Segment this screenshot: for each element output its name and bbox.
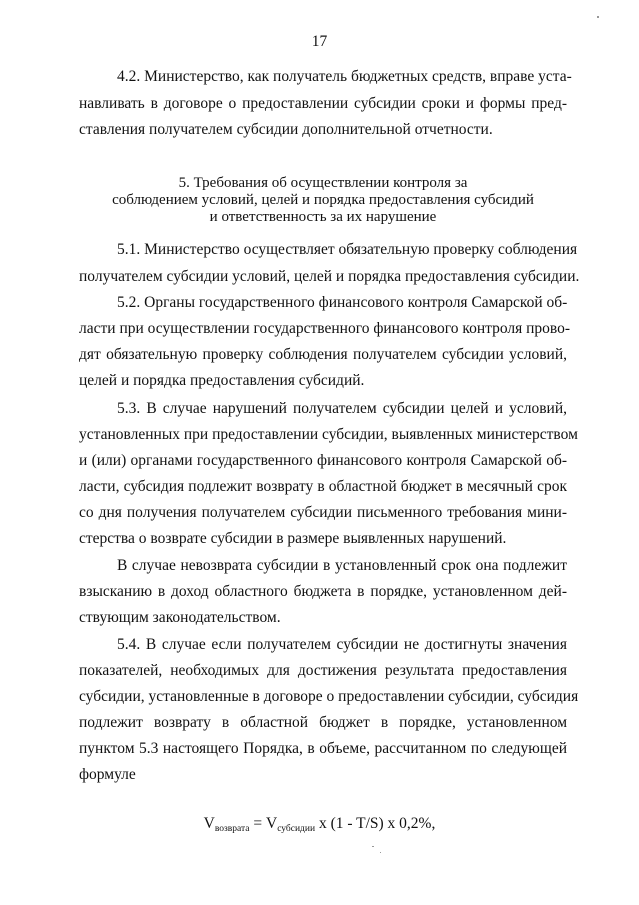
section-heading-line-1: 5. Требования об осуществлении контроля за	[178, 175, 468, 191]
formula-sub-subsidy: субсидии	[277, 824, 316, 834]
paragraph-4-2-line-2: навливать в договоре о предоставлении субсидии сроки и формы пред-	[79, 95, 567, 112]
paragraph-5-3-line-5: со дня получения получателем субсидии письменного требования мини-	[79, 504, 567, 521]
paragraph-refund-line-3: ствующим законодательством.	[79, 609, 281, 626]
paragraph-5-4-line-2: показателей, необходимых для достижения результата предоставления	[79, 662, 567, 679]
formula-v-subsidy: V	[266, 815, 278, 832]
paragraph-5-4-line-1: 5.4. В случае если получателем субсидии не достигнуты значения	[117, 636, 567, 653]
paragraph-5-2-line-4: целей и порядка предоставления субсидий.	[79, 372, 365, 389]
page-number: 17	[311, 33, 328, 50]
formula-sub-refund: возврата	[214, 824, 250, 834]
paragraph-5-2-line-3: дят обязательную проверку соблюдения получателем субсидии условий,	[79, 346, 567, 363]
refund-formula	[0, 815, 639, 834]
scan-speck	[597, 16, 599, 18]
paragraph-5-3-line-3: и (или) органами государственного финансового контроля Самарской об-	[79, 452, 567, 469]
paragraph-refund-line-2: взысканию в доход областного бюджета в порядке, установленном дей-	[79, 583, 567, 600]
paragraph-5-2-line-1: 5.2. Органы государственного финансового контроля Самарской об-	[117, 294, 568, 311]
paragraph-5-3-line-2: установленных при предоставлении субсидии, выявленных министерством	[79, 426, 578, 443]
paragraph-5-4-line-6: формуле	[79, 766, 136, 783]
paragraph-5-1-line-1: 5.1. Министерство осуществляет обязательную проверку соблюдения	[117, 241, 578, 258]
scan-speck	[380, 852, 381, 853]
paragraph-5-4-line-5: пунктом 5.3 настоящего Порядка, в объеме, рассчитанном по следующей	[79, 740, 567, 757]
paragraph-4-2-line-3: ставления получателем субсидии дополнительной отчетности.	[79, 121, 493, 138]
formula-equals: =	[249, 815, 266, 832]
paragraph-5-4-line-4: подлежит возврату в областной бюджет в порядке, установленном	[79, 714, 567, 731]
formula-v-refund: V	[203, 815, 215, 832]
paragraph-5-3-line-4: ласти, субсидия подлежит возврату в областной бюджет в месячный срок	[79, 478, 567, 495]
paragraph-5-3-line-1: 5.3. В случае нарушений получателем субсидии целей и условий,	[117, 400, 567, 417]
scan-speck	[372, 846, 374, 847]
paragraph-5-1-line-2: получателем субсидии условий, целей и порядка предоставления субсидии.	[79, 268, 580, 285]
paragraph-5-4-line-3: субсидии, установленные в договоре о предоставлении субсидии, субсидия	[79, 688, 579, 705]
paragraph-refund-line-1: В случае невозврата субсидии в установленный срок она подлежит	[117, 557, 567, 574]
paragraph-4-2-line-1: 4.2. Министерство, как получатель бюджетных средств, вправе уста-	[117, 68, 572, 85]
section-heading-line-2: соблюдением условий, целей и порядка предоставления субсидий	[112, 192, 534, 208]
formula-expression: x (1 - T/S) x 0,2%,	[315, 815, 436, 832]
paragraph-5-2-line-2: ласти при осуществлении государственного финансового контроля прово-	[79, 320, 571, 337]
section-heading-line-3: и ответственность за их нарушение	[209, 209, 437, 225]
paragraph-5-3-line-6: стерства о возврате субсидии в размере выявленных нарушений.	[79, 530, 507, 547]
